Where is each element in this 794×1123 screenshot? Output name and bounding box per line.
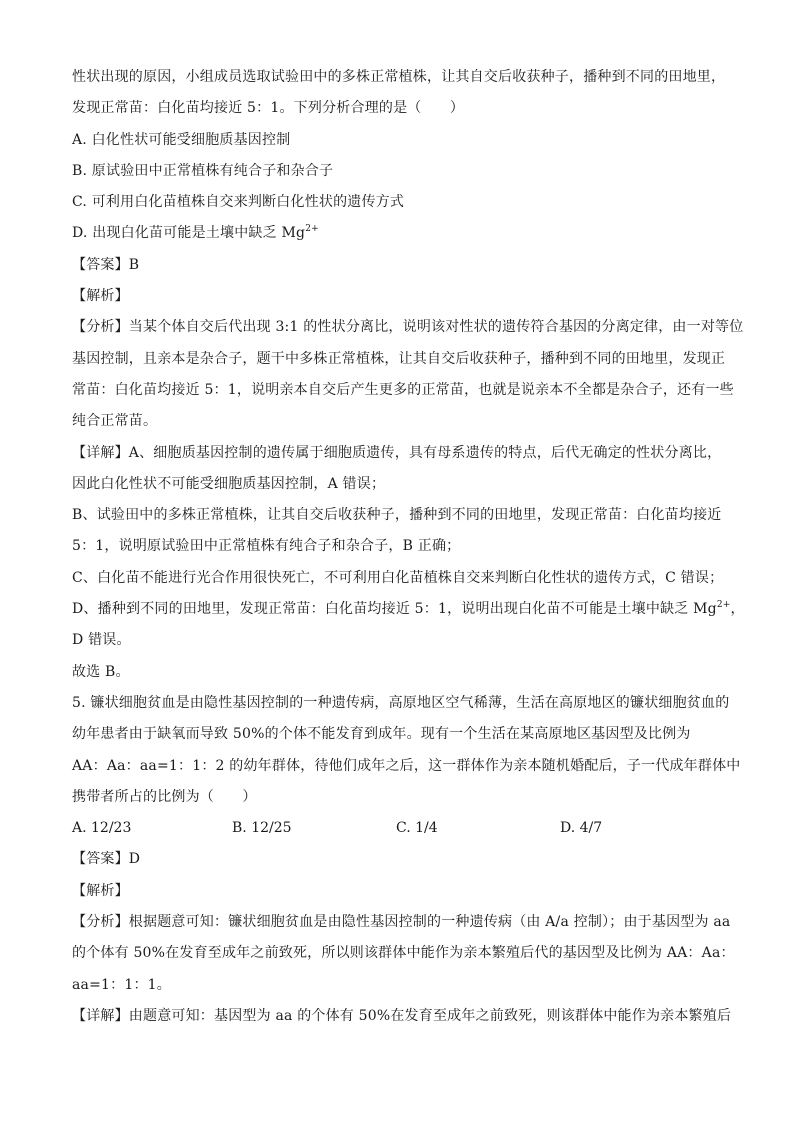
q5-stem-line: 5. 镰状细胞贫血是由隐性基因控制的一种遗传病，高原地区空气稀薄，生活在高原地区的镰状细胞贫血的 [72,694,730,711]
q5-stem-line: 携带者所占的比例为（ ） [72,788,257,805]
q4-analysis-line: 【分析】当某个体自交后代出现 3:1 的性状分离比，说明该对性状的遗传符合基因的分离定律，由一对等位 [72,319,744,336]
q5-option-d: D. 4/7 [560,820,603,837]
q5-detail-line: 【详解】由题意可知：基因型为 aa 的个体有 50%在发育至成年之前致死，则该群体中能作为亲本繁殖后 [72,1007,732,1024]
q5-analysis-line: 的个体有 50%在发育至成年之前致死，所以则该群体中能作为亲本繁殖后代的基因型及比例为 AA：Aa： [72,945,735,962]
q4-detail-d-tail: ， [730,601,745,618]
q4-option-d-text: D. 出现白化苗可能是土壤中缺乏 Mg [72,225,306,242]
q4-detail-line: B、试验田中的多株正常植株，让其自交后收获种子，播种到不同的田地里，发现正常苗：白化苗均接近 [72,507,722,524]
q5-answer: 【答案】D [72,851,141,868]
q4-conclusion: 故选 B。 [72,663,130,680]
q5-option-a: A. 12/23 [72,820,132,837]
q4-detail-line: 因此白化性状不可能受细胞质基因控制，A 错误； [72,475,386,492]
q4-stem-line: 性状出现的原因，小组成员选取试验田中的多株正常植株，让其自交后收获种子，播种到不同的田地里， [72,69,726,85]
q5-analysis-line: aa=1：1：1。 [72,976,171,993]
q5-stem-line: AA：Aa：aa=1：1：2 的幼年群体，待他们成年之后，这一群体作为亲本随机婚配后，子一代成年群体中 [72,757,741,774]
q4-detail-line: 5：1，说明原试验田中正常植株有纯合子和杂合子，B 正确； [72,538,461,555]
q4-option-a: A. 白化性状可能受细胞质基因控制 [72,131,291,148]
q5-option-b: B. 12/25 [232,820,292,837]
q4-answer: 【答案】B [72,256,140,273]
q4-stem-line: 发现正常苗：白化苗均接近 5：1。下列分析合理的是（ ） [72,100,465,117]
superscript: 2+ [716,600,731,611]
q4-option-d [72,218,722,249]
q4-detail-line: D 错误。 [72,632,131,649]
q4-detail-line: C、白化苗不能进行光合作用很快死亡，不可利用白化苗植株自交来判断白化性状的遗传方式，C 错误； [72,569,724,586]
q4-option-c: C. 可利用白化苗植株自交来判断白化性状的遗传方式 [72,194,405,211]
q5-option-c: C. 1/4 [396,820,438,837]
q5-analysis-line: 【分析】根据题意可知：镰状细胞贫血是由隐性基因控制的一种遗传病（由 A/a 控制）；由于基因型为 aa [72,914,731,931]
q4-analysis-heading: 【解析】 [72,288,129,305]
superscript: 2+ [305,224,319,235]
document-page [72,62,745,1032]
q4-detail-line-d [72,594,745,625]
q4-detail-line: 【详解】A、细胞质基因控制的遗传属于细胞质遗传，具有母系遗传的特点，后代无确定的性状分离比， [72,444,722,461]
q5-stem-line: 幼年患者由于缺氧而导致 50%的个体不能发育到成年。现有一个生活在某高原地区基因型及比例为 [72,726,691,743]
q4-analysis-line: 基因控制，且亲本是杂合子，题干中多株正常植株，让其自交后收获种子，播种到不同的田地里，发现正 [72,350,726,367]
q5-options [72,813,722,844]
q4-analysis-line: 常苗：白化苗均接近 5：1，说明亲本自交后产生更多的正常苗，也就是说亲本不全都是杂合子，还有一些 [72,381,734,398]
q5-analysis-heading: 【解析】 [72,882,129,899]
q4-analysis-line: 纯合正常苗。 [72,413,158,430]
q4-option-b: B. 原试验田中正常植株有纯合子和杂合子 [72,162,334,179]
q4-detail-d-text: D、播种到不同的田地里，发现正常苗：白化苗均接近 5：1，说明出现白化苗不可能是土壤中缺乏 Mg [72,601,717,618]
